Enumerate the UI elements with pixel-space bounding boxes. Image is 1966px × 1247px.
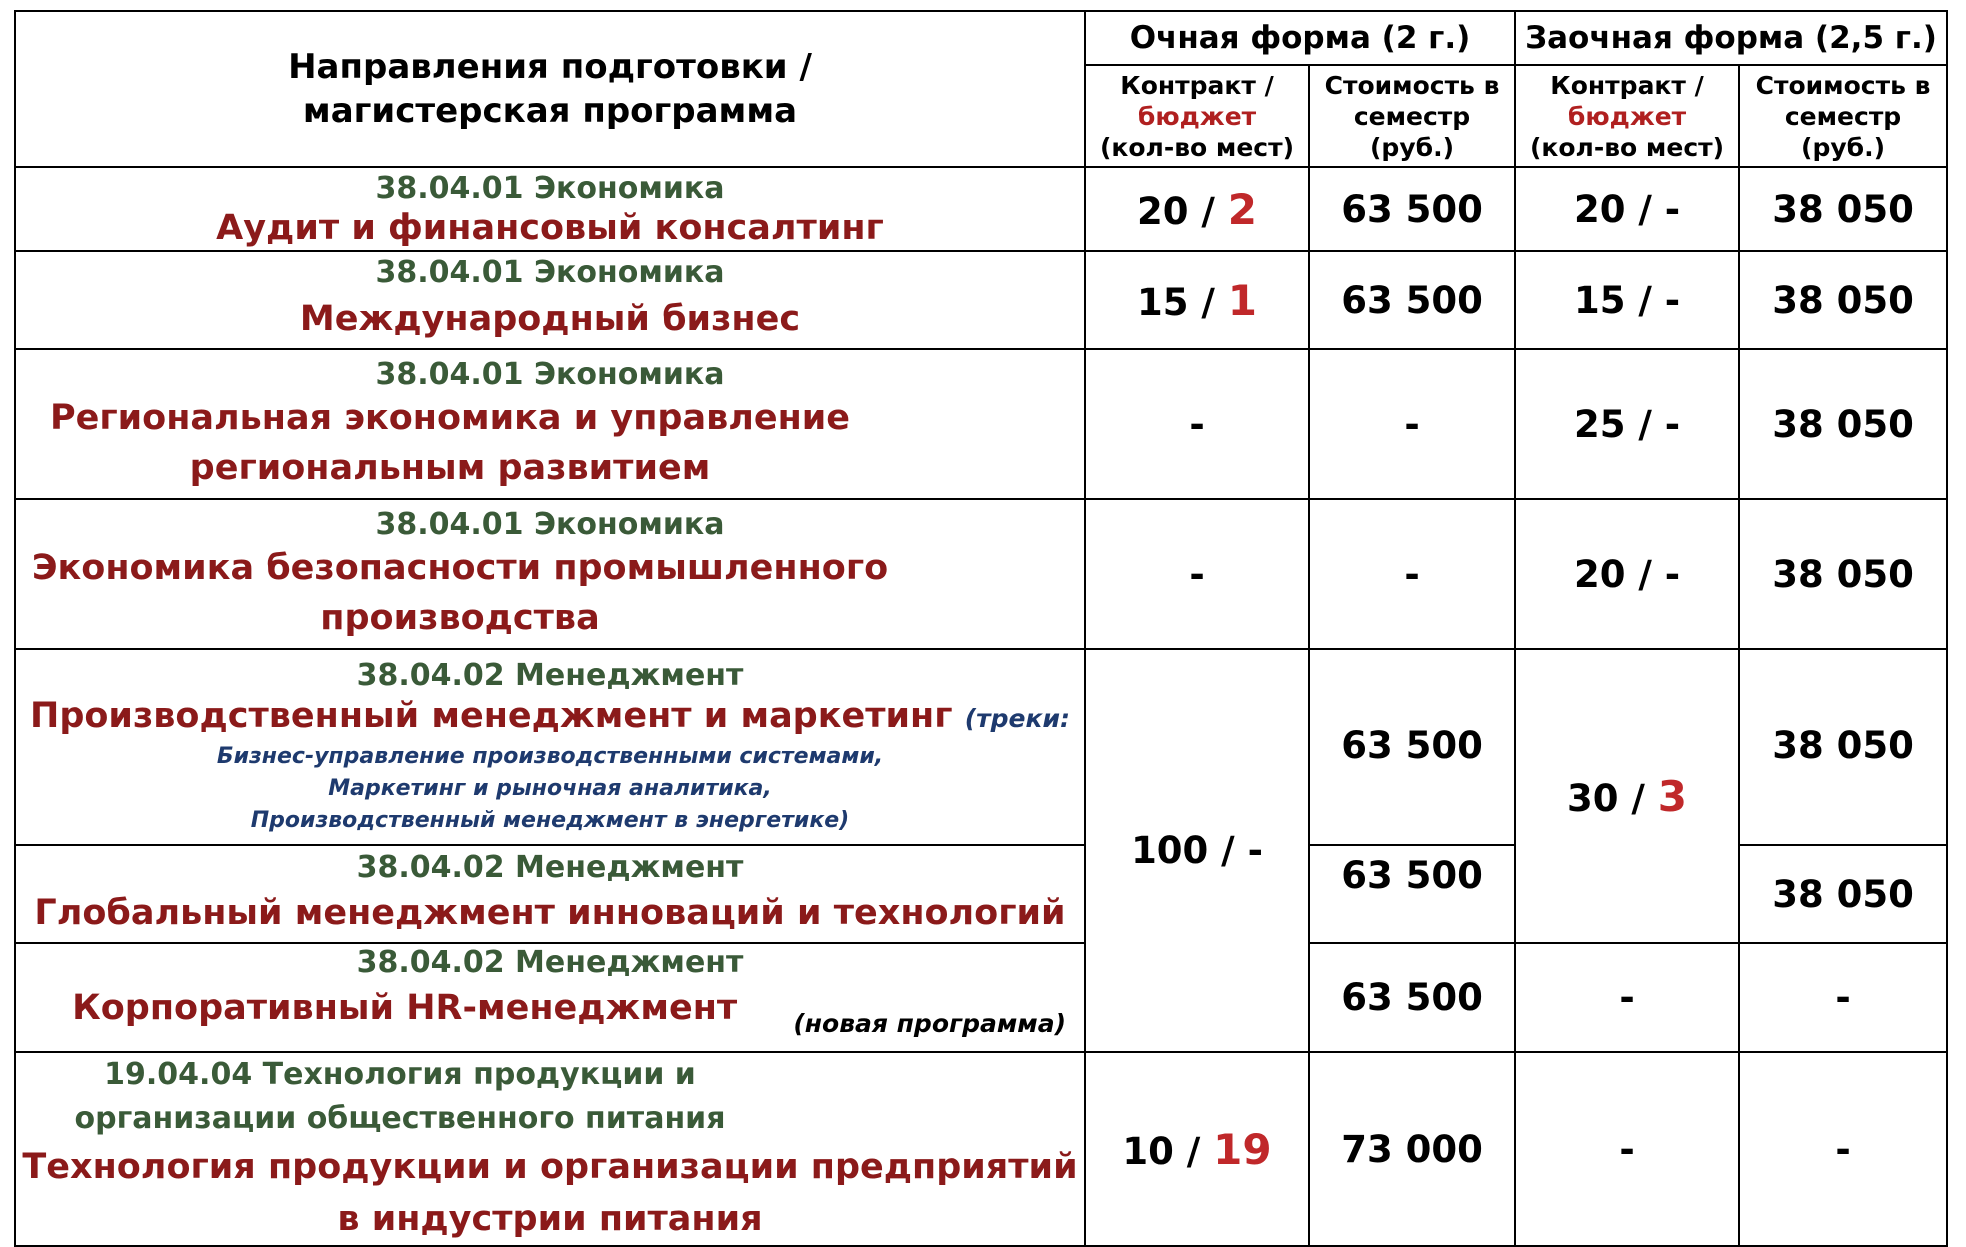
ft-budget: 1	[1227, 275, 1257, 325]
pt-places: -	[1515, 1052, 1739, 1246]
pt-cost: 38 050	[1739, 349, 1947, 499]
contract-label: Контракт /	[1550, 70, 1704, 100]
program-name: Аудит и финансовый консалтинг	[216, 207, 884, 248]
mgmt-pt-places	[1515, 649, 1739, 943]
program-name: Региональная экономика и управление региональным развитием	[49, 397, 851, 488]
track-item	[16, 805, 1084, 837]
header-directions: Направления подготовки / магистерская программа	[15, 11, 1085, 167]
ft-places: -	[1085, 349, 1309, 499]
program-cell	[15, 349, 1085, 499]
pt-places: 25 / -	[1515, 349, 1739, 499]
track-item: Маркетинг и рыночная аналитика,	[328, 776, 772, 801]
program-code: 38.04.01 Экономика	[375, 170, 725, 206]
table-row	[15, 649, 1947, 845]
pt-cost: 38 050	[1739, 499, 1947, 649]
table-row	[15, 251, 1947, 349]
header-ft-cost	[1309, 65, 1515, 167]
program-name: Международный бизнес	[299, 298, 801, 339]
header-full-time: Очная форма (2 г.)	[1085, 11, 1515, 65]
table-row	[15, 943, 1947, 1052]
table-row	[15, 1052, 1947, 1246]
pt-cost: -	[1739, 943, 1947, 1052]
ft-places: -	[1085, 499, 1309, 649]
program-code: 38.04.01 Экономика	[375, 506, 725, 542]
rub-label: (руб.)	[1801, 132, 1886, 162]
table-row	[15, 349, 1947, 499]
pt-places: 15 / -	[1515, 251, 1739, 349]
pt-contract: 30 /	[1567, 776, 1658, 820]
pt-cost: 38 050	[1739, 649, 1947, 845]
pt-cost: 38 050	[1739, 845, 1947, 943]
ft-contract: 10 /	[1122, 1129, 1214, 1173]
program-code: 38.04.02 Менеджмент	[356, 849, 744, 885]
program-code: 38.04.02 Менеджмент	[356, 945, 744, 980]
ft-budget: 2	[1227, 184, 1257, 234]
ft-cost: 63 500	[1309, 845, 1515, 943]
ft-cost: 63 500	[1309, 649, 1515, 845]
header-part-time: Заочная форма (2,5 г.)	[1515, 11, 1947, 65]
places-label: (кол-во мест)	[1529, 132, 1725, 162]
program-name: Корпоративный HR-менеджмент	[72, 988, 738, 1028]
header-pt-cost	[1739, 65, 1947, 167]
cost-label: Стоимость в	[1755, 70, 1931, 100]
ft-cost: 63 500	[1309, 251, 1515, 349]
pt-places: -	[1515, 943, 1739, 1052]
program-name: Глобальный менеджмент инноваций и технологий	[34, 892, 1066, 933]
mgmt-ft-places: 100 / -	[1085, 649, 1309, 1052]
track-item: Бизнес-управление производственными системами,	[216, 744, 884, 769]
ft-contract: 20 /	[1137, 189, 1228, 233]
pt-budget: 3	[1657, 771, 1688, 821]
tracks-close: )	[839, 808, 850, 833]
program-code: 38.04.01 Экономика	[375, 254, 725, 290]
table-row	[15, 167, 1947, 251]
ft-places	[1085, 1052, 1309, 1246]
cost-label: Стоимость в	[1324, 70, 1500, 100]
ft-places	[1085, 251, 1309, 349]
pt-places: 20 / -	[1515, 499, 1739, 649]
budget-label: бюджет	[1137, 101, 1257, 131]
table-row	[15, 499, 1947, 649]
ft-cost: 73 000	[1309, 1052, 1515, 1246]
program-name: Технология продукции и организации предприятий в индустрии питания	[22, 1147, 1078, 1239]
budget-label: бюджет	[1567, 101, 1687, 131]
program-cell	[15, 649, 1085, 845]
program-cell	[15, 1052, 1085, 1246]
program-code: 38.04.02 Менеджмент	[356, 658, 744, 693]
contract-label: Контракт /	[1120, 70, 1274, 100]
pt-cost: 38 050	[1739, 167, 1947, 251]
places-label: (кол-во мест)	[1099, 132, 1295, 162]
program-name: Экономика безопасности промышленного производства	[31, 547, 889, 638]
ft-cost: -	[1309, 499, 1515, 649]
ft-budget: 19	[1213, 1124, 1272, 1174]
rub-label: (руб.)	[1370, 132, 1454, 162]
program-code: 38.04.01 Экономика	[375, 356, 725, 392]
new-program-note: (новая программа)	[793, 1009, 1066, 1038]
pt-cost: -	[1739, 1052, 1947, 1246]
program-cell	[15, 943, 1085, 1052]
semester-label: семестр	[1784, 101, 1902, 131]
header-ft-contract	[1085, 65, 1309, 167]
program-name-line	[16, 694, 1084, 741]
ft-cost: -	[1309, 349, 1515, 499]
program-cell	[15, 167, 1085, 251]
semester-label: семестр	[1353, 101, 1471, 131]
pt-cost: 38 050	[1739, 251, 1947, 349]
program-cell	[15, 251, 1085, 349]
ft-cost: 63 500	[1309, 167, 1515, 251]
program-name: Производственный менеджмент и маркетинг	[30, 696, 953, 736]
track-name: Производственный менеджмент в энергетике	[250, 808, 840, 833]
ft-places	[1085, 167, 1309, 251]
program-cell	[15, 499, 1085, 649]
header-pt-contract	[1515, 65, 1739, 167]
programs-table	[14, 10, 1948, 1247]
program-code: 19.04.04 Технология продукции и организации общественного питания	[74, 1057, 726, 1136]
program-cell	[15, 845, 1085, 943]
pt-places: 20 / -	[1515, 167, 1739, 251]
ft-contract: 15 /	[1137, 280, 1228, 324]
program-name-line	[16, 981, 1084, 1038]
tracks-label: (треки:	[964, 704, 1070, 733]
ft-cost: 63 500	[1309, 943, 1515, 1052]
